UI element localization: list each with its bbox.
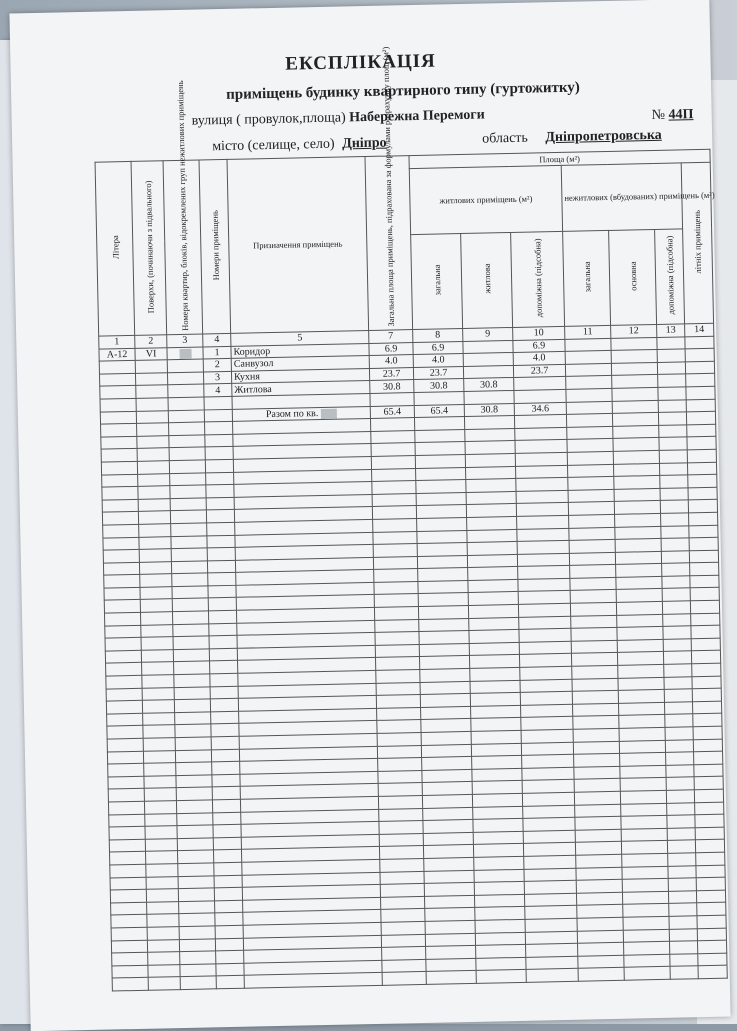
purpose-cell: Житлова bbox=[232, 381, 370, 396]
index-cell: 11 bbox=[565, 325, 611, 339]
floor-cell bbox=[135, 372, 167, 385]
room-cell: 1 bbox=[203, 346, 231, 359]
header-col10: допоміжна (підсобна) bbox=[511, 231, 565, 327]
header-col8: загальна bbox=[411, 234, 463, 330]
litera-cell: А-12 bbox=[99, 348, 135, 361]
header-col11: загальна bbox=[563, 230, 611, 326]
living-aux-cell: 4.0 bbox=[513, 352, 565, 366]
living-aux-cell: 6.9 bbox=[513, 339, 565, 353]
index-cell: 8 bbox=[413, 329, 463, 343]
document-page bbox=[9, 0, 730, 1031]
city-value: Дніпро bbox=[341, 135, 387, 152]
street-line bbox=[192, 108, 485, 130]
living-total-cell: 4.0 bbox=[413, 354, 463, 368]
purpose-cell: Коридор bbox=[231, 343, 369, 358]
living-living-cell: 30.8 bbox=[464, 403, 514, 417]
city-line bbox=[212, 136, 387, 156]
header-col14: літніх приміщень bbox=[681, 162, 713, 324]
header-living-group: житлових приміщень (м²) bbox=[409, 165, 562, 234]
header-col7: Загальна площа приміщень, підрахована за формулами розрахунку площ (м²) bbox=[365, 156, 413, 331]
living-total-cell: 6.9 bbox=[413, 341, 463, 355]
index-cell: 12 bbox=[611, 324, 657, 338]
city-label: місто (селище, село) bbox=[212, 136, 335, 155]
oblast-line bbox=[482, 128, 662, 148]
floor-cell: VI bbox=[135, 347, 167, 360]
oblast-label: область bbox=[481, 130, 529, 147]
room-cell: 4 bbox=[204, 384, 232, 397]
total-area-cell: 6.9 bbox=[369, 342, 413, 356]
living-aux-cell bbox=[514, 377, 566, 391]
document-title: ЕКСПЛІКАЦІЯ bbox=[285, 50, 436, 75]
oblast-value: Дніпропетровська bbox=[545, 127, 662, 146]
living-total-cell: 30.8 bbox=[414, 379, 464, 393]
purpose-cell: Санвузол bbox=[231, 356, 369, 371]
blank-rows bbox=[101, 411, 728, 990]
living-total-cell: 65.4 bbox=[414, 404, 464, 418]
header-col4: Номери приміщень bbox=[199, 159, 231, 334]
header-col12: основна bbox=[609, 229, 657, 325]
living-aux-cell: 34.6 bbox=[514, 402, 566, 416]
header-col9: житлова bbox=[461, 232, 513, 328]
header-col5: Призначення приміщень bbox=[227, 157, 369, 334]
header-area-group: Площа (м²) bbox=[409, 149, 710, 168]
living-living-cell bbox=[463, 353, 513, 367]
building-number bbox=[652, 107, 694, 124]
redacted-mark bbox=[321, 408, 337, 418]
header-col2: Поверхи, (починаючи з підвального) bbox=[131, 161, 167, 336]
index-cell: 9 bbox=[463, 327, 513, 341]
floor-cell bbox=[136, 385, 168, 398]
living-living-cell bbox=[463, 340, 513, 354]
apartment-cell bbox=[167, 347, 203, 360]
total-area-cell: 65.4 bbox=[370, 405, 414, 419]
header-col13: допоміжна (підсобна) bbox=[655, 229, 685, 325]
index-cell: 2 bbox=[135, 335, 167, 348]
living-living-cell bbox=[463, 365, 513, 379]
header-nonliving-group: нежитлових (вбудованих) приміщень (м²) bbox=[561, 163, 682, 231]
litera-cell bbox=[99, 361, 135, 374]
index-cell: 3 bbox=[167, 334, 203, 347]
floor-cell bbox=[135, 360, 167, 373]
index-cell: 13 bbox=[657, 324, 685, 337]
number-value: 44П bbox=[668, 107, 694, 123]
header-col1: Літера bbox=[95, 161, 135, 336]
index-cell: 5 bbox=[231, 330, 369, 345]
index-cell: 1 bbox=[99, 335, 135, 348]
litera-cell bbox=[100, 386, 136, 399]
living-aux-cell: 23.7 bbox=[513, 364, 565, 378]
litera-cell bbox=[99, 373, 135, 386]
index-cell: 10 bbox=[513, 326, 565, 340]
redacted-mark bbox=[179, 348, 191, 358]
living-living-cell: 30.8 bbox=[464, 378, 514, 392]
header-col3: Номери квартир, блоків, відокремлених груп нежитлових приміщень bbox=[163, 160, 203, 335]
street-value: Набережна Перемоги bbox=[349, 107, 485, 126]
total-area-cell: 30.8 bbox=[370, 380, 414, 394]
total-area-cell: 23.7 bbox=[369, 367, 413, 381]
street-label: вулиця ( провулок,площа) bbox=[191, 110, 346, 129]
living-total-cell: 23.7 bbox=[413, 366, 463, 380]
document-subtitle: приміщень будинку квартирного типу (гуртожитку) bbox=[226, 79, 580, 103]
total-area-cell: 4.0 bbox=[369, 355, 413, 369]
number-label: № bbox=[651, 107, 666, 124]
total-label: Разом по кв. bbox=[265, 407, 319, 421]
index-cell: 4 bbox=[203, 333, 231, 346]
room-cell: 3 bbox=[203, 371, 231, 384]
purpose-cell: Кухня bbox=[231, 368, 369, 383]
index-cell: 14 bbox=[685, 323, 714, 336]
room-cell: 2 bbox=[203, 359, 231, 372]
index-cell: 7 bbox=[369, 330, 413, 344]
